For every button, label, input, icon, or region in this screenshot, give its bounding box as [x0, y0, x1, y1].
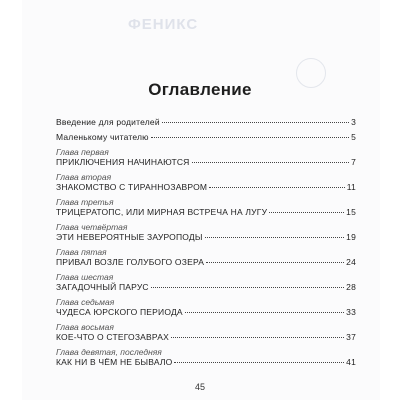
dot-leader [185, 312, 344, 313]
toc-entry [56, 222, 356, 243]
dot-leader [151, 287, 344, 288]
dot-leader [171, 337, 344, 338]
dot-leader [209, 187, 345, 188]
toc-page-number: 41 [346, 357, 356, 367]
chapter-label: Глава восьмая [56, 322, 114, 332]
chapter-label: Глава седьмая [56, 297, 115, 307]
toc-entry [56, 297, 356, 318]
toc-entry [56, 147, 356, 168]
toc-entry-title: КОЕ-ЧТО О СТЕГОЗАВРАХ [56, 332, 169, 342]
toc-page-number: 7 [351, 157, 356, 167]
toc-page-number: 28 [346, 282, 356, 292]
toc-entry [56, 347, 356, 368]
toc-entry-title: ЗНАКОМСТВО С ТИРАННОЗАВРОМ [56, 182, 208, 192]
toc-line [56, 157, 356, 168]
toc-line [56, 332, 356, 343]
toc-line [56, 257, 356, 268]
toc-entry-title: ПРИВАЛ ВОЗЛЕ ГОЛУБОГО ОЗЕРА [56, 257, 205, 267]
toc-entry-title: Введение для родителей [56, 117, 160, 127]
chapter-label: Глава девятая, последняя [56, 347, 162, 357]
table-of-contents [56, 117, 356, 368]
dot-leader [162, 122, 349, 123]
toc-entry-title: ПРИКЛЮЧЕНИЯ НАЧИНАЮТСЯ [56, 157, 190, 167]
toc-page-number: 15 [346, 207, 356, 217]
toc-entry-title: ЭТИ НЕВЕРОЯТНЫЕ ЗАУРОПОДЫ [56, 232, 203, 242]
toc-entry [56, 272, 356, 293]
chapter-label: Глава первая [56, 147, 109, 157]
toc-page-number: 24 [346, 257, 356, 267]
dot-leader [192, 162, 350, 163]
chapter-label: Глава четвёртая [56, 222, 128, 232]
toc-entry-title: ТРИЦЕРАТОПС, ИЛИ МИРНАЯ ВСТРЕЧА НА ЛУГУ [56, 207, 268, 217]
toc-entry-title: ЗАГАДОЧНЫЙ ПАРУС [56, 282, 149, 292]
chapter-label: Глава пятая [56, 247, 107, 257]
toc-entry [56, 128, 356, 143]
dot-leader [206, 262, 344, 263]
page-title: Оглавление [148, 80, 252, 99]
chapter-label: Глава шестая [56, 272, 114, 282]
toc-entry-title: Маленькому читателю [56, 132, 149, 142]
toc-page-number: 3 [351, 117, 356, 127]
chapter-label: Глава третья [56, 197, 114, 207]
toc-entry [56, 322, 356, 343]
page-number: 45 [194, 382, 205, 392]
toc-entry [56, 172, 356, 193]
toc-line [56, 132, 356, 143]
toc-entry [56, 117, 356, 128]
toc-line [56, 232, 356, 243]
toc-entry-title: ЧУДЕСА ЮРСКОГО ПЕРИОДА [56, 307, 183, 317]
dot-leader [269, 212, 344, 213]
toc-line [56, 307, 356, 318]
toc-line [56, 357, 356, 368]
toc-page-number: 11 [346, 182, 356, 192]
toc-line [56, 207, 356, 218]
toc-line [56, 117, 356, 128]
toc-page-number: 33 [346, 307, 356, 317]
toc-line [56, 282, 356, 293]
show-through-brand: ФЕНИКС [128, 16, 199, 33]
toc-entry [56, 247, 356, 268]
chapter-label: Глава вторая [56, 172, 112, 182]
toc-line [56, 182, 356, 193]
toc-page-number: 37 [346, 332, 356, 342]
toc-page-number: 5 [351, 132, 356, 142]
toc-page-number: 19 [346, 232, 356, 242]
toc-entry [56, 197, 356, 218]
dot-leader [151, 137, 349, 138]
dot-leader [174, 362, 344, 363]
toc-entry-title: КАК НИ В ЧЁМ НЕ БЫВАЛО [56, 357, 173, 367]
dot-leader [205, 237, 345, 238]
